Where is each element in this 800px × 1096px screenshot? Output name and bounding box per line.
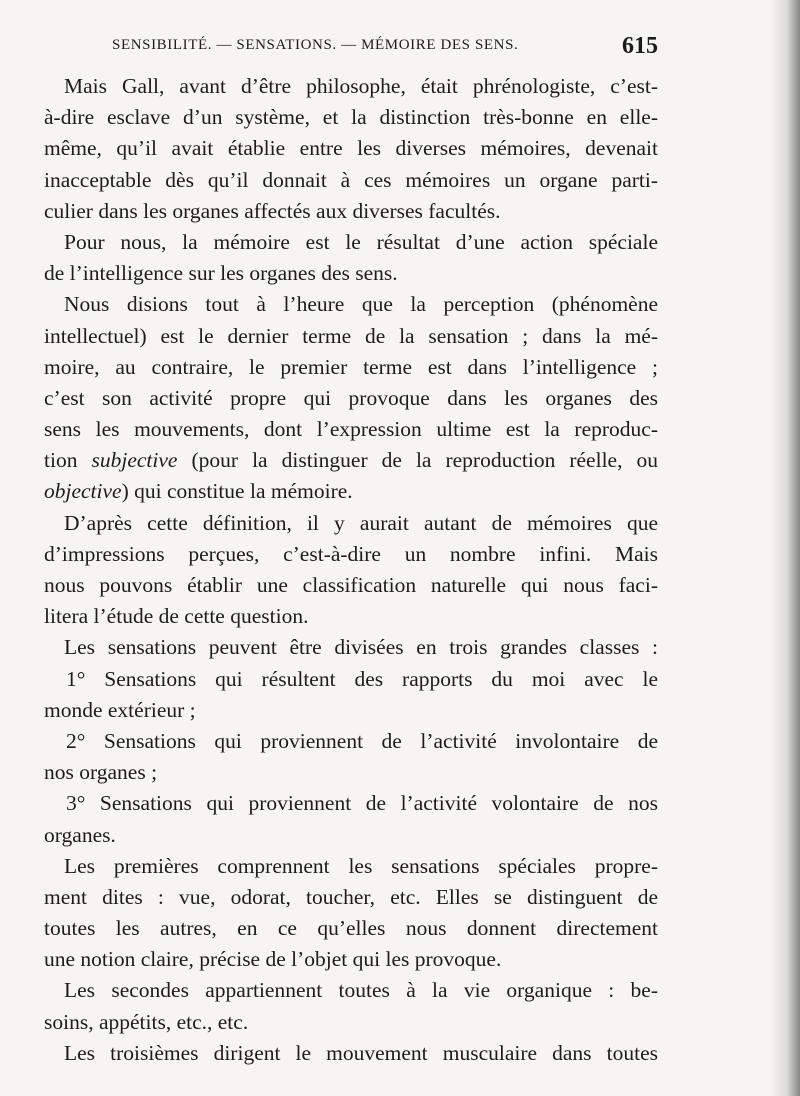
italic-term: subjective — [91, 448, 178, 473]
paragraph — [44, 289, 658, 507]
list-item-line: nos organes ; — [44, 760, 158, 785]
text-line: Nous disions tout à l’heure que la perception (phénomène — [64, 292, 658, 317]
paragraph — [44, 851, 658, 976]
text-line: à-dire esclave d’un système, et la distinction très-bonne en elle- — [44, 105, 658, 130]
text-line: ment dites : vue, odorat, toucher, etc. Elles se distinguent de — [44, 884, 658, 909]
paragraph — [44, 71, 658, 227]
text-line: toutes les autres, en ce qu’elles nous donnent directement — [44, 916, 658, 941]
text-line: D’après cette définition, il y aurait autant de mémoires que — [64, 510, 658, 535]
text-line: c’est son activité propre qui provoque dans les organes des — [44, 385, 658, 410]
paragraph — [44, 632, 658, 663]
text-line: Les sensations peuvent être divisées en trois grandes classes : — [64, 635, 658, 660]
page-header — [112, 33, 658, 61]
text-segment: ) qui constitue la mémoire. — [121, 479, 353, 504]
text-line — [44, 445, 658, 476]
italic-term: objective — [44, 479, 122, 504]
text-line: sens les mouvements, dont l’expression ultime est la reproduc- — [44, 417, 658, 442]
text-line: intellectuel) est le dernier terme de la sensation ; dans la mé- — [44, 323, 658, 348]
text-line: de l’intelligence sur les organes des sens. — [44, 261, 398, 286]
text-line: Les secondes appartiennent toutes à la vie organique : be- — [64, 978, 658, 1003]
text-line: nous pouvons établir une classification naturelle qui nous faci- — [44, 573, 658, 597]
text-segment: tion — [44, 448, 92, 473]
paragraph — [44, 975, 658, 1037]
list-item-line: organes. — [44, 822, 116, 847]
text-line: Les premières comprennent les sensations spéciales propre- — [64, 853, 658, 878]
paragraph — [44, 508, 658, 633]
list-item-line: monde extérieur ; — [44, 697, 196, 722]
numbered-list — [44, 664, 658, 851]
list-item-line: 1° Sensations qui résultent des rapports du moi avec le — [66, 666, 658, 691]
text-line: d’impressions perçues, c’est-à-dire un nombre infini. Mais — [44, 541, 658, 566]
text-line: une notion claire, précise de l’objet qui les provoque. — [44, 947, 502, 972]
text-line: Mais Gall, avant d’être philosophe, était phrénologiste, c’est- — [64, 74, 658, 98]
text-line: culier dans les organes affectés aux diverses facultés. — [44, 198, 501, 223]
page-edge-shadow — [770, 0, 800, 1096]
text-segment: (pour la distinguer de la reproduction réelle, ou — [177, 448, 658, 473]
body-text — [44, 71, 658, 1069]
text-line: même, qu’il avait établie entre les diverses mémoires, devenait — [44, 136, 658, 161]
paragraph — [44, 227, 658, 289]
text-line: inacceptable dès qu’il donnait à ces mémoires un organe parti- — [44, 167, 658, 192]
list-item-line: 2° Sensations qui proviennent de l’activité involontaire de — [66, 728, 658, 753]
running-head: SENSIBILITÉ. — SENSATIONS. — MÉMOIRE DES SENS. — [112, 37, 519, 53]
page-number: 615 — [622, 33, 658, 59]
text-line: Les troisièmes dirigent le mouvement musculaire dans toutes — [64, 1040, 658, 1065]
text-line: soins, appétits, etc., etc. — [44, 1009, 249, 1034]
text-line: Pour nous, la mémoire est le résultat d’une action spéciale — [64, 229, 658, 254]
text-line — [44, 476, 658, 507]
text-line: litera l’étude de cette question. — [44, 604, 309, 629]
list-item-line: 3° Sensations qui proviennent de l’activité volontaire de nos — [66, 791, 658, 816]
paragraph — [44, 1038, 658, 1069]
text-line: moire, au contraire, le premier terme est dans l’intelligence ; — [44, 354, 658, 379]
